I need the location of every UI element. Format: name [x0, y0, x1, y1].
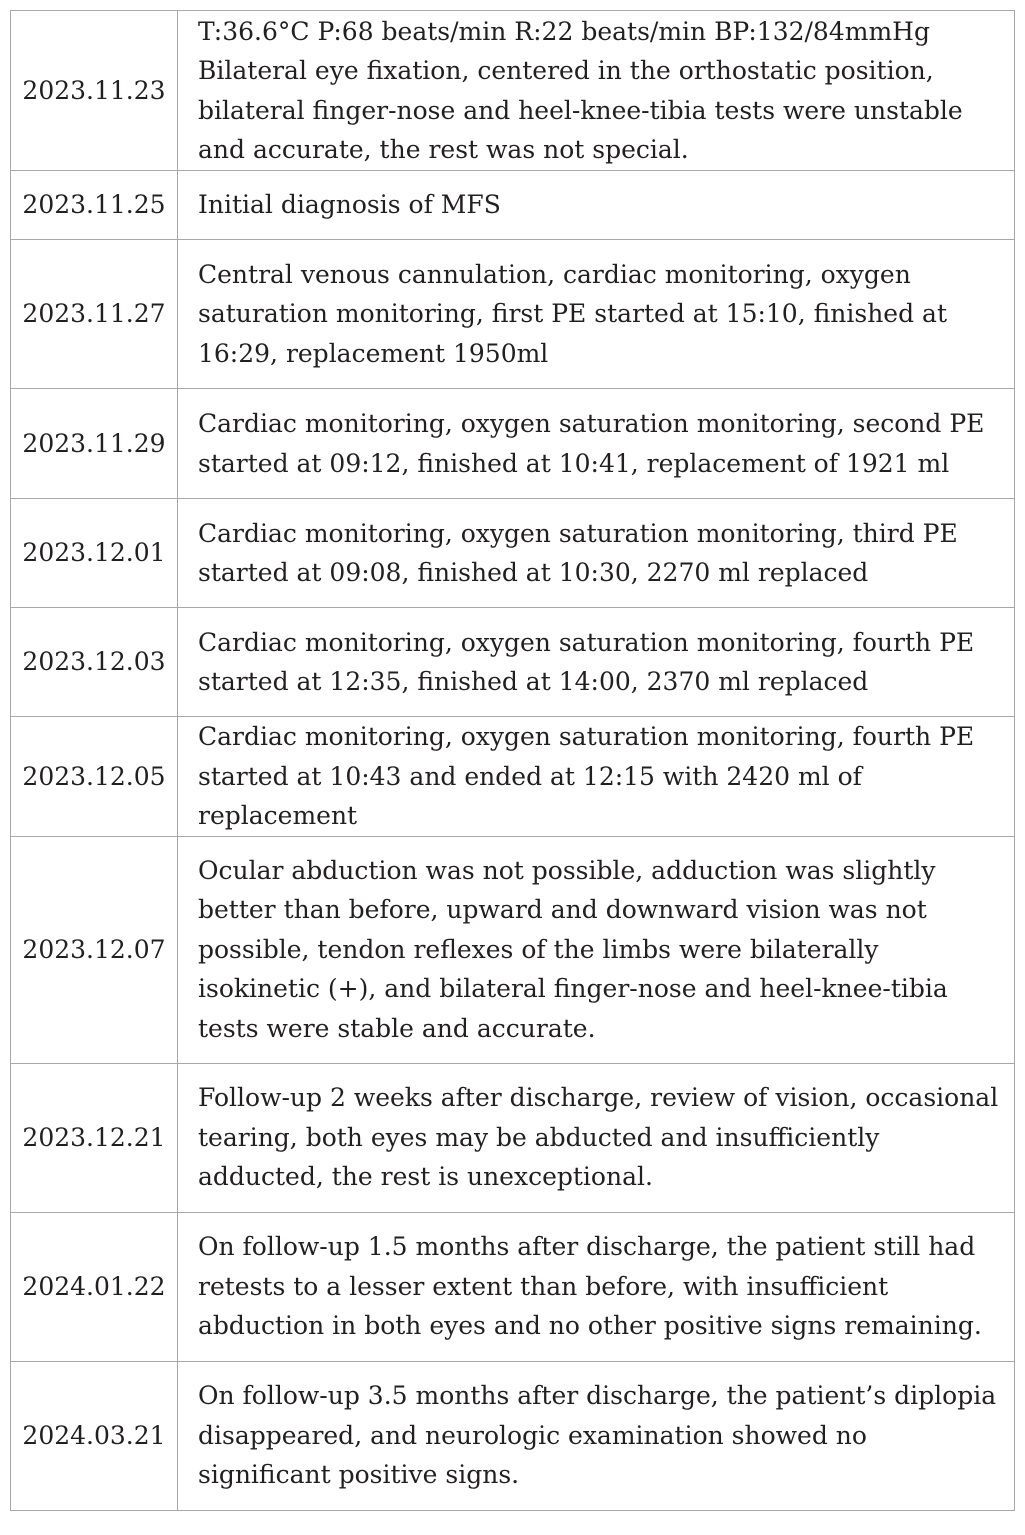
description-cell: Cardiac monitoring, oxygen saturation monitoring, second PE started at 09:12, finished at 10:41, replacement of 1921 ml: [178, 389, 1015, 499]
date-cell: 2023.12.01: [11, 499, 178, 608]
table-row: [11, 717, 1015, 837]
description-cell: On follow-up 3.5 months after discharge, the patient’s diplopia disappeared, and neurologic examination showed no significant positive signs.: [178, 1361, 1015, 1510]
date-cell: 2024.03.21: [11, 1361, 178, 1510]
date-cell: 2023.11.23: [11, 11, 178, 171]
description-cell: Ocular abduction was not possible, adduction was slightly better than before, upward and downward vision was not possible, tendon reflexes of the limbs were bilaterally isokinetic (+), and bilateral finger-nose and heel-knee-tibia tests were stable and accurate.: [178, 836, 1015, 1063]
description-cell: Initial diagnosis of MFS: [178, 171, 1015, 240]
date-cell: 2023.12.03: [11, 608, 178, 717]
table-row: [11, 1361, 1015, 1510]
description-cell: Cardiac monitoring, oxygen saturation monitoring, fourth PE started at 10:43 and ended at 12:15 with 2420 ml of replacement: [178, 717, 1015, 837]
table-row: [11, 836, 1015, 1063]
table-row: [11, 1063, 1015, 1212]
description-cell: Cardiac monitoring, oxygen saturation monitoring, fourth PE started at 12:35, finished at 14:00, 2370 ml replaced: [178, 608, 1015, 717]
description-cell: Follow-up 2 weeks after discharge, review of vision, occasional tearing, both eyes may be abducted and insufficiently adducted, the rest is unexceptional.: [178, 1063, 1015, 1212]
date-cell: 2023.12.07: [11, 836, 178, 1063]
table-row: [11, 608, 1015, 717]
table-row: [11, 499, 1015, 608]
table-row: [11, 11, 1015, 171]
table-row: [11, 389, 1015, 499]
description-cell: T:36.6°C P:68 beats/min R:22 beats/min BP:132/84mmHg Bilateral eye fixation, centered in the orthostatic position, bilateral finger-nose and heel-knee-tibia tests were unstable and accurate, the rest was not special.: [178, 11, 1015, 171]
table-row: [11, 240, 1015, 389]
table-row: [11, 1212, 1015, 1361]
date-cell: 2023.11.25: [11, 171, 178, 240]
date-cell: 2023.12.05: [11, 717, 178, 837]
date-cell: 2023.12.21: [11, 1063, 178, 1212]
date-cell: 2023.11.29: [11, 389, 178, 499]
description-cell: On follow-up 1.5 months after discharge, the patient still had retests to a lesser extent than before, with insufficient abduction in both eyes and no other positive signs remaining.: [178, 1212, 1015, 1361]
table-row: [11, 171, 1015, 240]
date-cell: 2023.11.27: [11, 240, 178, 389]
clinical-timeline-table: [10, 10, 1015, 1511]
description-cell: Central venous cannulation, cardiac monitoring, oxygen saturation monitoring, first PE started at 15:10, finished at 16:29, replacement 1950ml: [178, 240, 1015, 389]
date-cell: 2024.01.22: [11, 1212, 178, 1361]
description-cell: Cardiac monitoring, oxygen saturation monitoring, third PE started at 09:08, finished at 10:30, 2270 ml replaced: [178, 499, 1015, 608]
